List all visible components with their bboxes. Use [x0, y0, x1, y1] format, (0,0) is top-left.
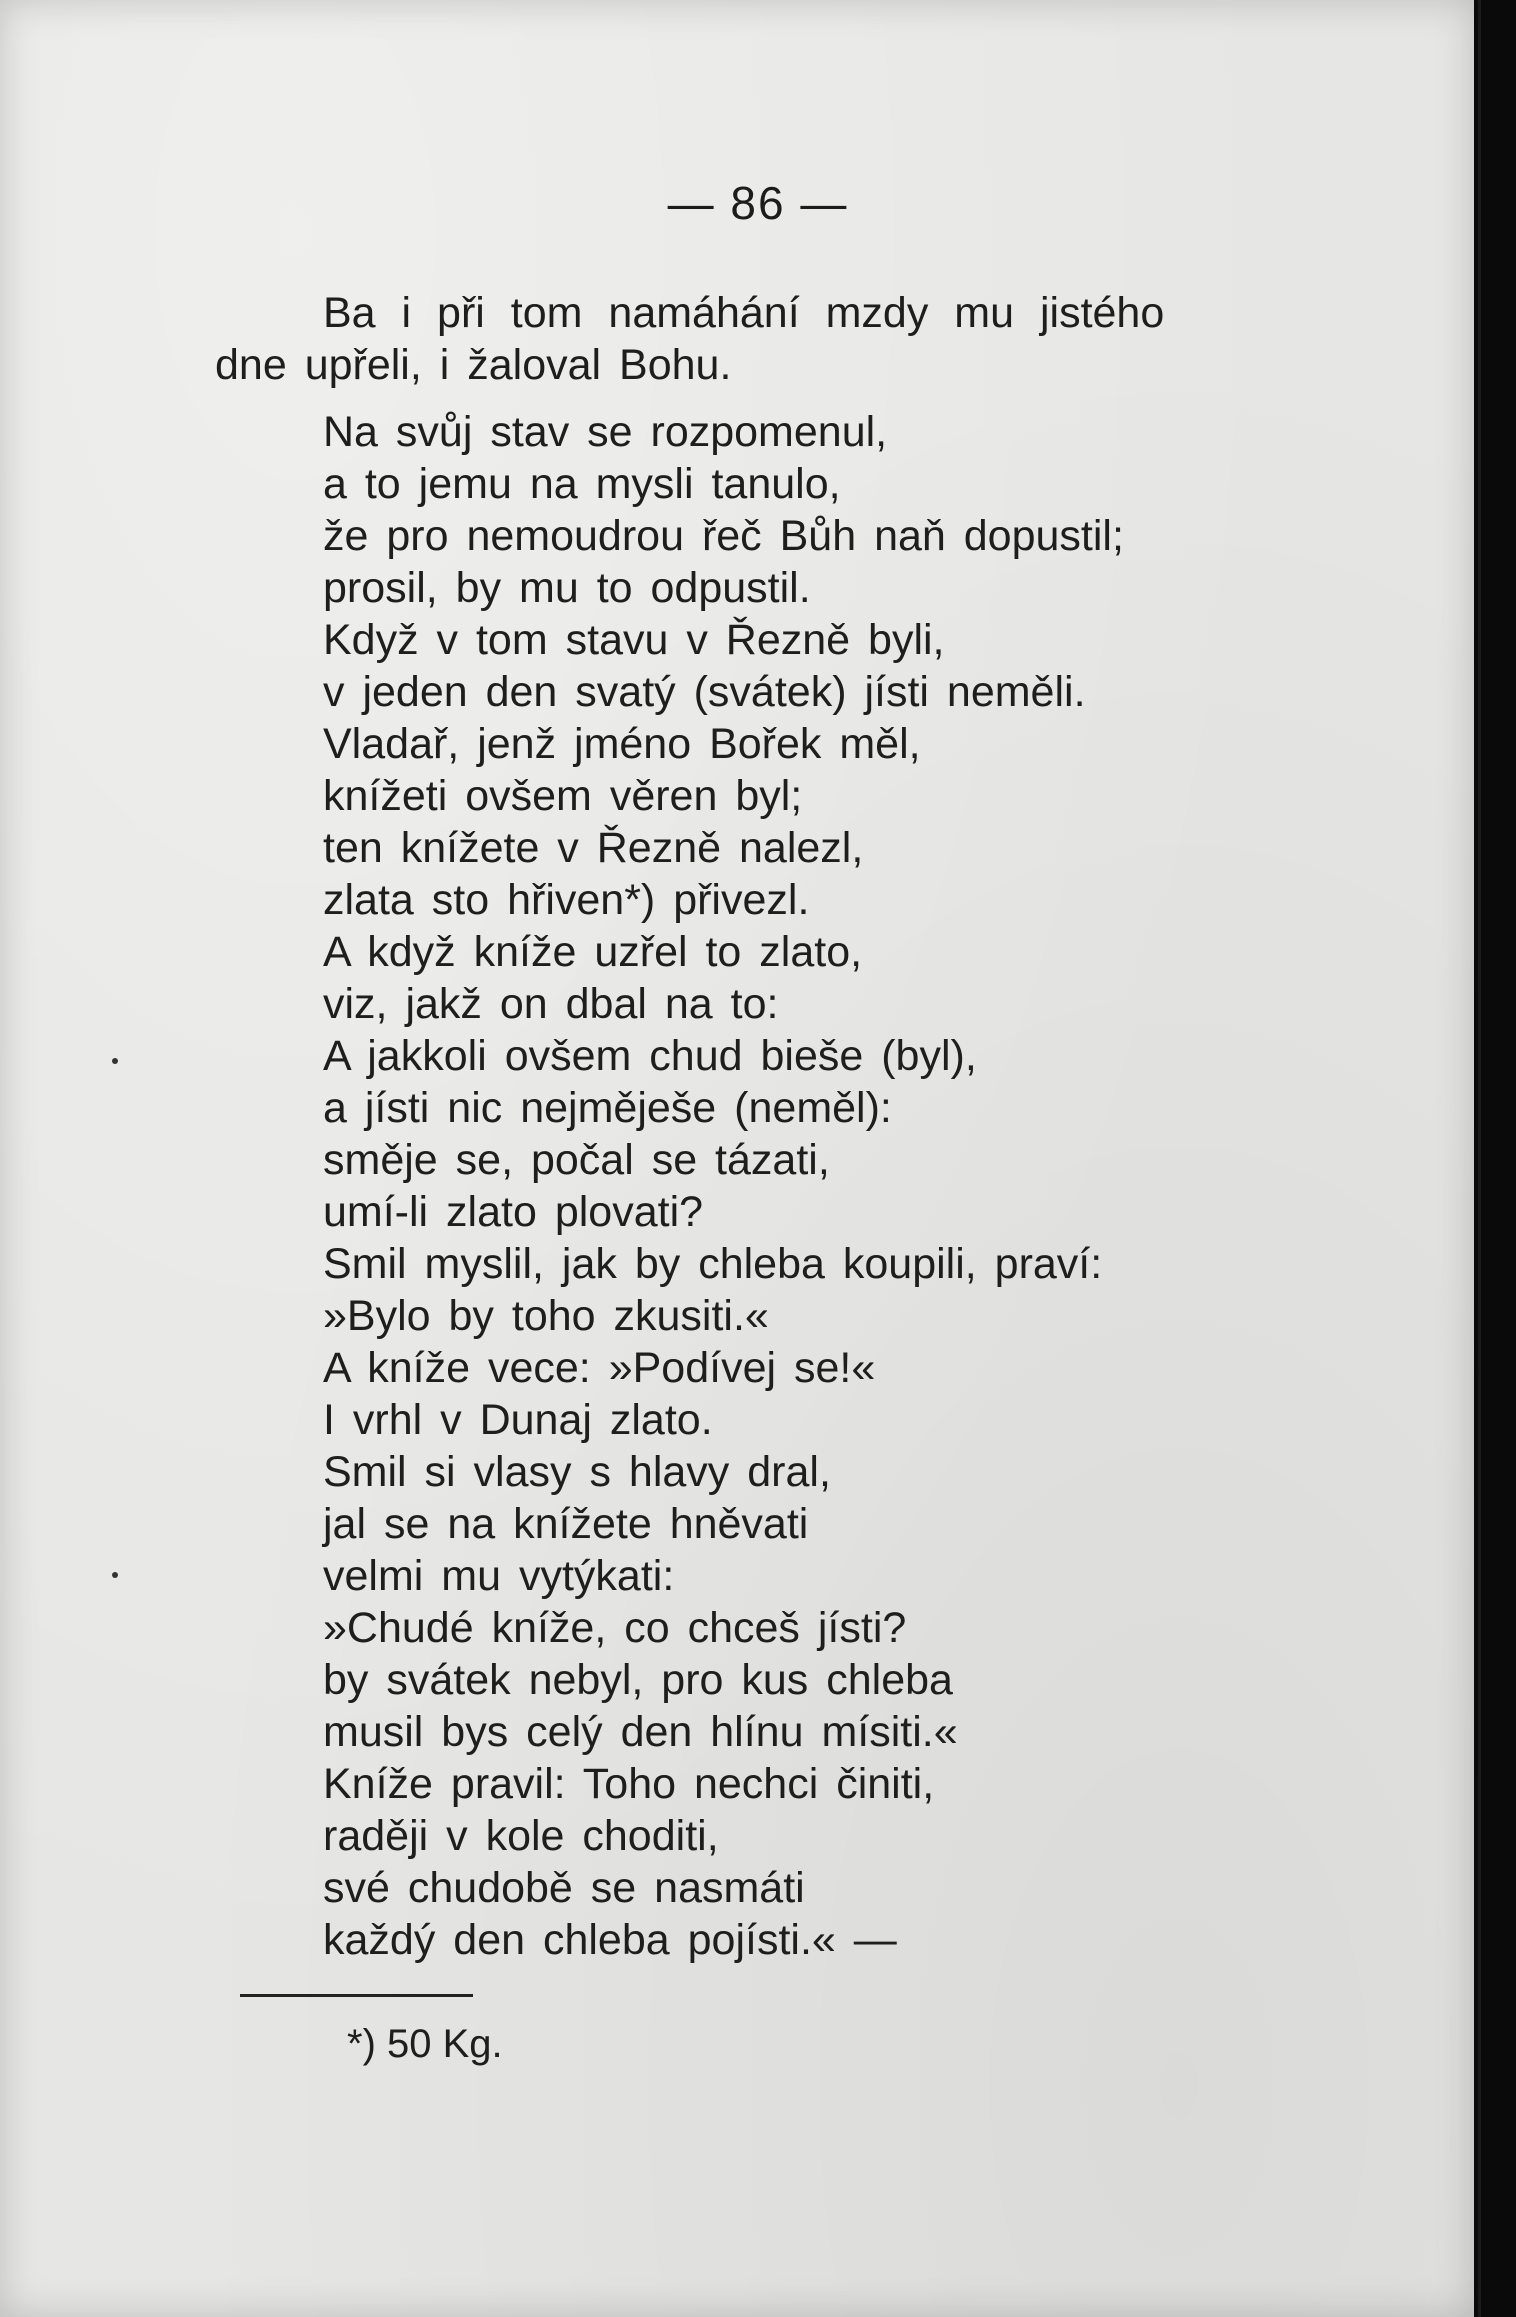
paper-speck — [112, 1058, 118, 1064]
verse-line: by svátek nebyl, pro kus chleba — [323, 1656, 953, 1704]
paper-speck — [112, 1572, 118, 1578]
verse-line: velmi mu vytýkati: — [323, 1552, 675, 1600]
verse-line: A když kníže uzřel to zlato, — [323, 928, 863, 976]
verse-line: Vladař, jenž jméno Bořek měl, — [323, 720, 921, 768]
verse-block — [323, 406, 1124, 1966]
verse-line: »Bylo by toho zkusiti.« — [323, 1292, 769, 1340]
verse-line: Kníže pravil: Toho nechci činiti, — [323, 1760, 935, 1808]
verse-line: že pro nemoudrou řeč Bůh naň dopustil; — [323, 512, 1124, 560]
verse-line: umí-li zlato plovati? — [323, 1188, 704, 1236]
page-number: — 86 — — [667, 177, 849, 229]
verse-line: Na svůj stav se rozpomenul, — [323, 408, 888, 456]
verse-line: ten knížete v Řezně nalezl, — [323, 824, 864, 872]
verse-line: každý den chleba pojísti.« — — [323, 1916, 897, 1964]
verse-line: viz, jakž on dbal na to: — [323, 980, 779, 1028]
verse-line: zlata sto hřiven*) přivezl. — [323, 876, 810, 924]
verse-line: a to jemu na mysli tanulo, — [323, 460, 841, 508]
verse-line: I vrhl v Dunaj zlato. — [323, 1396, 713, 1444]
verse-line: musil bys celý den hlínu mísiti.« — [323, 1708, 958, 1756]
verse-line: své chudobě se nasmáti — [323, 1864, 805, 1912]
paragraph-first-line: Ba i při tom namáhání mzdy mu jistého — [323, 289, 1165, 337]
verse-line: Smil myslil, jak by chleba koupili, praví: — [323, 1240, 1103, 1288]
verse-line: jal se na knížete hněvati — [323, 1500, 809, 1548]
verse-line: A jakkoli ovšem chud bieše (byl), — [323, 1032, 977, 1080]
verse-line: knížeti ovšem věren byl; — [323, 772, 803, 820]
verse-line: směje se, počal se tázati, — [323, 1136, 830, 1184]
verse-line: a jísti nic nejměješe (neměl): — [323, 1084, 892, 1132]
verse-line: »Chudé kníže, co chceš jísti? — [323, 1604, 907, 1652]
footnote-divider — [240, 1994, 473, 1997]
footnote: *) 50 Kg. — [347, 2022, 503, 2066]
verse-line: v jeden den svatý (svátek) jísti neměli. — [323, 668, 1086, 716]
verse-line: raději v kole choditi, — [323, 1812, 719, 1860]
verse-line: Když v tom stavu v Řezně byli, — [323, 616, 945, 664]
verse-line: A kníže vece: »Podívej se!« — [323, 1344, 876, 1392]
verse-line: Smil si vlasy s hlavy dral, — [323, 1448, 831, 1496]
page-edge-rule — [1478, 0, 1481, 2317]
paragraph-continuation-line: dne upřeli, i žaloval Bohu. — [215, 341, 732, 389]
verse-line: prosil, by mu to odpustil. — [323, 564, 811, 612]
